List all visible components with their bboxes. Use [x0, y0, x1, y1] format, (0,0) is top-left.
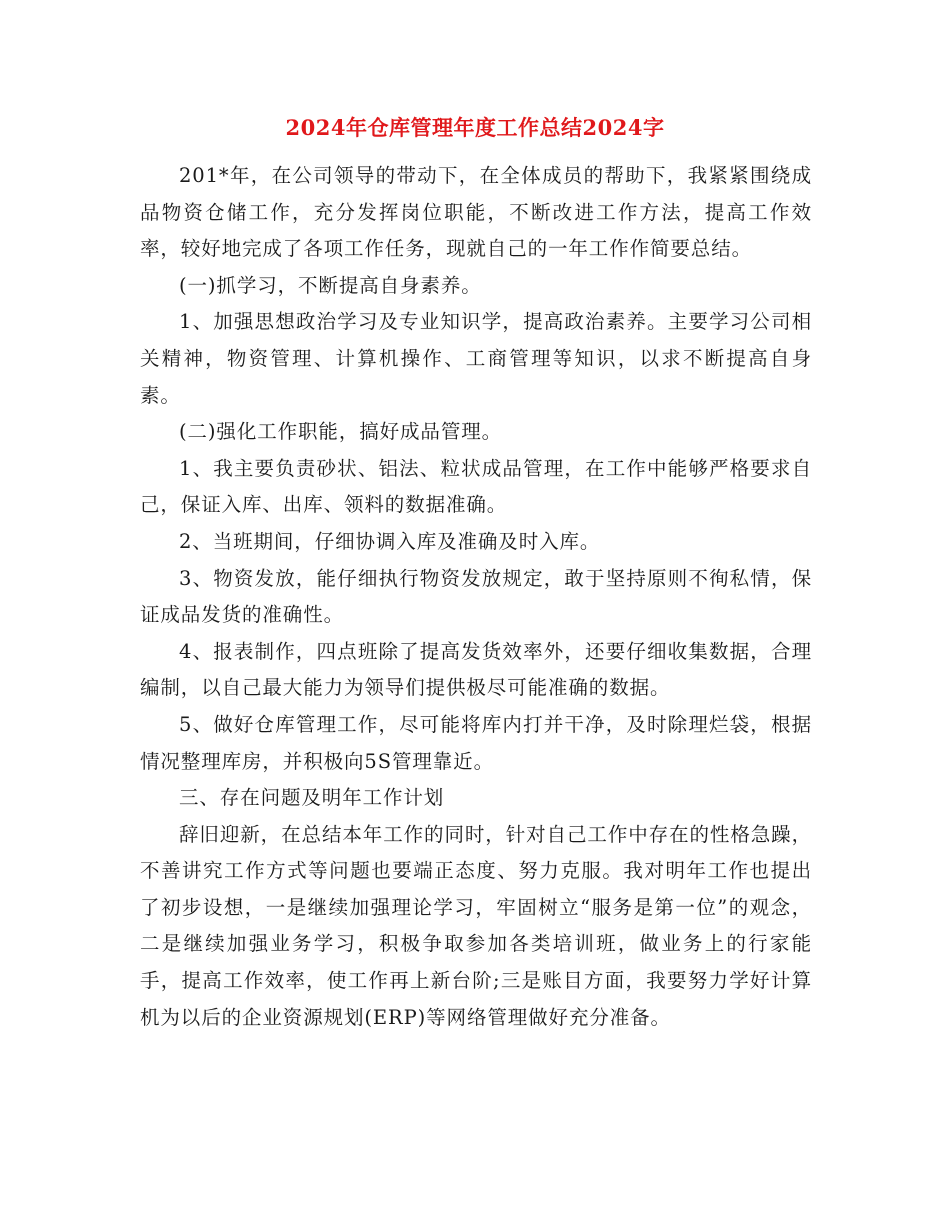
document-title: 2024年仓库管理年度工作总结2024字	[285, 115, 665, 140]
paragraph-1-1: 1、加强思想政治学习及专业知识学，提高政治素养。主要学习公司相关精神，物资管理、计算机操作、工商管理等知识，以求不断提高自身素。	[140, 310, 812, 407]
paragraph-2-1: 1、我主要负责砂状、铝法、粒状成品管理，在工作中能够严格要求自己，保证入库、出库、领料的数据准确。	[140, 456, 812, 517]
section-heading-2: (二)强化工作职能，搞好成品管理。	[179, 420, 503, 444]
paragraph-2-3: 3、物资发放，能仔细执行物资发放规定，敢于坚持原则不徇私情，保证成品发货的准确性。	[140, 566, 812, 627]
paragraph-2-5: 5、做好仓库管理工作，尽可能将库内打并干净，及时除理烂袋，根据情况整理库房，并积极向5S管理靠近。	[140, 712, 812, 773]
document-body	[140, 158, 812, 1036]
section-heading-1: (一)抓学习，不断提高自身素养。	[179, 273, 482, 297]
paragraph-2-2: 2、当班期间，仔细协调入库及准确及时入库。	[179, 529, 601, 553]
paragraph-intro: 201*年，在公司领导的带动下，在全体成员的帮助下，我紧紧围绕成品物资仓储工作，充分发挥岗位职能，不断改进工作方法，提高工作效率，较好地完成了各项工作任务，现就自己的一年工作作简要总结。	[140, 164, 812, 261]
paragraph-3-1: 辞旧迎新，在总结本年工作的同时，针对自己工作中存在的性格急躁，不善讲究工作方式等问题也要端正态度、努力克服。我对明年工作也提出了初步设想，一是继续加强理论学习，牢固树立“服务是第一位”的观念，二是继续加强业务学习，积极争取参加各类培训班，做业务上的行家能手，提高工作效率，使工作再上新台阶;三是账目方面，我要努力学好计算机为以后的企业资源规划(ERP)等网络管理做好充分准备。	[140, 822, 812, 1029]
paragraph-2-4: 4、报表制作，四点班除了提高发货效率外，还要仔细收集数据，合理编制，以自己最大能力为领导们提供极尽可能准确的数据。	[140, 639, 812, 700]
section-heading-3: 三、存在问题及明年工作计划	[179, 786, 445, 810]
